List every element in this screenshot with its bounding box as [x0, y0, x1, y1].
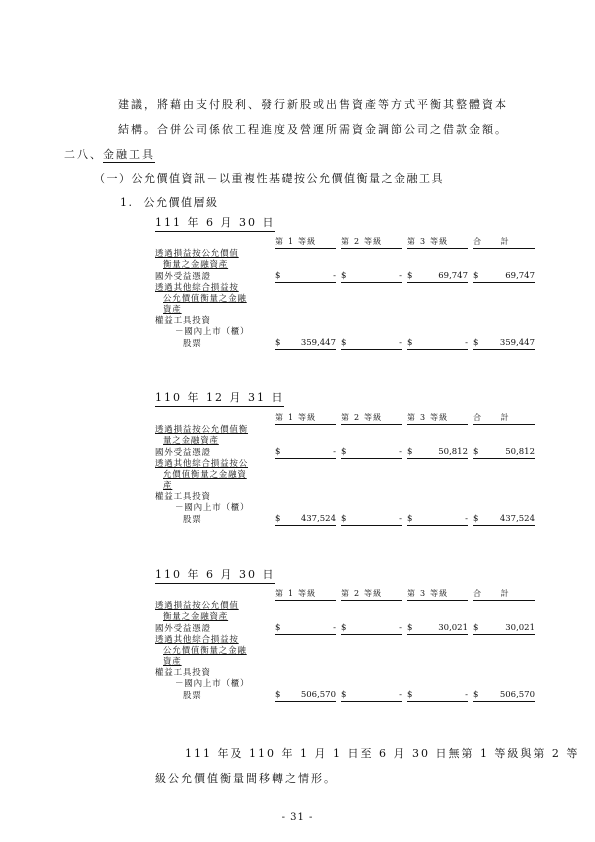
amount-cell: $ 506,570	[275, 690, 336, 700]
table-row	[155, 338, 538, 350]
row-label: 權益工具投資	[155, 668, 211, 678]
header-total: 合 計	[473, 588, 535, 601]
amount-cell: $ 437,524	[473, 514, 535, 524]
section-number: 二八、	[64, 148, 103, 161]
row-label: 資產	[163, 657, 182, 667]
amount-cell: $ -	[341, 514, 402, 524]
row-label: 國外受益憑證	[155, 448, 211, 458]
table-header-row	[155, 588, 538, 601]
page-number: - 31 -	[281, 812, 314, 823]
intro-line-2: 結構。合併公司係依工程進度及營運所需資金調節公司之借款金額。	[118, 123, 508, 136]
row-label: －國內上市（櫃）	[175, 503, 250, 513]
amount-cell: $ -	[341, 623, 402, 633]
table-header-row	[155, 412, 538, 425]
table-header-row	[155, 236, 538, 249]
amount-cell: $ 30,021	[407, 623, 468, 633]
header-level-2: 第 2 等級	[341, 588, 402, 601]
amount-cell: $ 506,570	[473, 690, 535, 700]
amount-cell: $ 30,021	[473, 623, 535, 633]
header-level-2: 第 2 等級	[341, 236, 402, 249]
amount-cell: $ -	[407, 338, 468, 348]
amount-cell: $ 69,747	[407, 271, 468, 281]
intro-line-1: 建議，將藉由支付股利、發行新股或出售資產等方式平衡其整體資本	[118, 98, 508, 111]
fair-value-table	[155, 588, 538, 702]
row-label: 允價值衡量之金融資	[163, 470, 247, 480]
amount-cell: $ -	[341, 690, 402, 700]
row-label: 透過損益按公允價值	[155, 249, 239, 259]
table-row	[155, 514, 538, 526]
header-total: 合 計	[473, 236, 535, 249]
table-date-title: 111 年 6 月 30 日	[155, 214, 275, 232]
amount-cell: $ 50,812	[407, 447, 468, 457]
item-title: 公允價值層級	[143, 196, 219, 209]
row-label: 透過損益按公允價值	[155, 601, 239, 611]
table-row	[155, 447, 538, 459]
row-label: 透過其他綜合損益按公	[155, 459, 249, 469]
row-label: 公允價值衡量之金融	[163, 294, 247, 304]
header-level-3: 第 3 等級	[407, 412, 468, 425]
amount-cell: $ -	[275, 447, 336, 457]
row-label: －國內上市（櫃）	[175, 679, 250, 689]
header-level-1: 第 1 等級	[275, 412, 336, 425]
row-label: 衡量之金融資產	[163, 260, 229, 270]
amount-cell: $ 50,812	[473, 447, 535, 457]
row-label: 量之金融資產	[163, 436, 219, 446]
row-label: 衡量之金融資產	[163, 612, 229, 622]
header-level-1: 第 1 等級	[275, 588, 336, 601]
header-level-3: 第 3 等級	[407, 236, 468, 249]
row-label: 透過損益按公允價值衡	[155, 425, 249, 435]
amount-cell: $ -	[275, 623, 336, 633]
item-heading	[120, 194, 219, 210]
amount-cell: $ 359,447	[275, 338, 336, 348]
row-label: 公允價值衡量之金融	[163, 646, 247, 656]
amount-cell: $ -	[407, 690, 468, 700]
row-label: 產	[163, 481, 173, 491]
amount-cell: $ -	[341, 271, 402, 281]
note-line-1: 111 年及 110 年 1 月 1 日至 6 月 30 日無第 1 等級與第 2 等	[185, 747, 580, 760]
row-label: 透過其他綜合損益按	[155, 635, 239, 645]
row-label: 國外受益憑證	[155, 624, 211, 634]
fair-value-table	[155, 236, 538, 350]
header-total: 合 計	[473, 412, 535, 425]
section-title: 金融工具	[103, 148, 155, 161]
row-label: 股票	[183, 515, 202, 525]
row-label: 透過其他綜合損益按	[155, 283, 239, 293]
table-date-title: 110 年 12 月 31 日	[155, 389, 284, 407]
table-row	[155, 690, 538, 702]
row-label: 權益工具投資	[155, 492, 211, 502]
row-label: 股票	[183, 691, 202, 701]
amount-cell: $ -	[341, 338, 402, 348]
item-number: 1.	[120, 196, 134, 209]
row-label: 股票	[183, 339, 202, 349]
amount-cell: $ -	[407, 514, 468, 524]
section-heading	[64, 146, 155, 162]
amount-cell: $ 437,524	[275, 514, 336, 524]
amount-cell: $ 69,747	[473, 271, 535, 281]
table-row	[155, 623, 538, 635]
header-level-1: 第 1 等級	[275, 236, 336, 249]
subsection-title: （一）公允價值資訊－以重複性基礎按公允價值衡量之金融工具	[94, 172, 444, 185]
note-line-2: 級公允價值衡量間移轉之情形。	[155, 772, 337, 785]
row-label: 國外受益憑證	[155, 272, 211, 282]
table-row	[155, 271, 538, 283]
header-level-3: 第 3 等級	[407, 588, 468, 601]
row-label: －國內上市（櫃）	[175, 327, 250, 337]
amount-cell: $ -	[341, 447, 402, 457]
row-label: 資產	[163, 305, 182, 315]
row-label: 權益工具投資	[155, 316, 211, 326]
fair-value-table	[155, 412, 538, 526]
amount-cell: $ 359,447	[473, 338, 535, 348]
header-level-2: 第 2 等級	[341, 412, 402, 425]
table-date-title: 110 年 6 月 30 日	[155, 566, 275, 584]
amount-cell: $ -	[275, 271, 336, 281]
